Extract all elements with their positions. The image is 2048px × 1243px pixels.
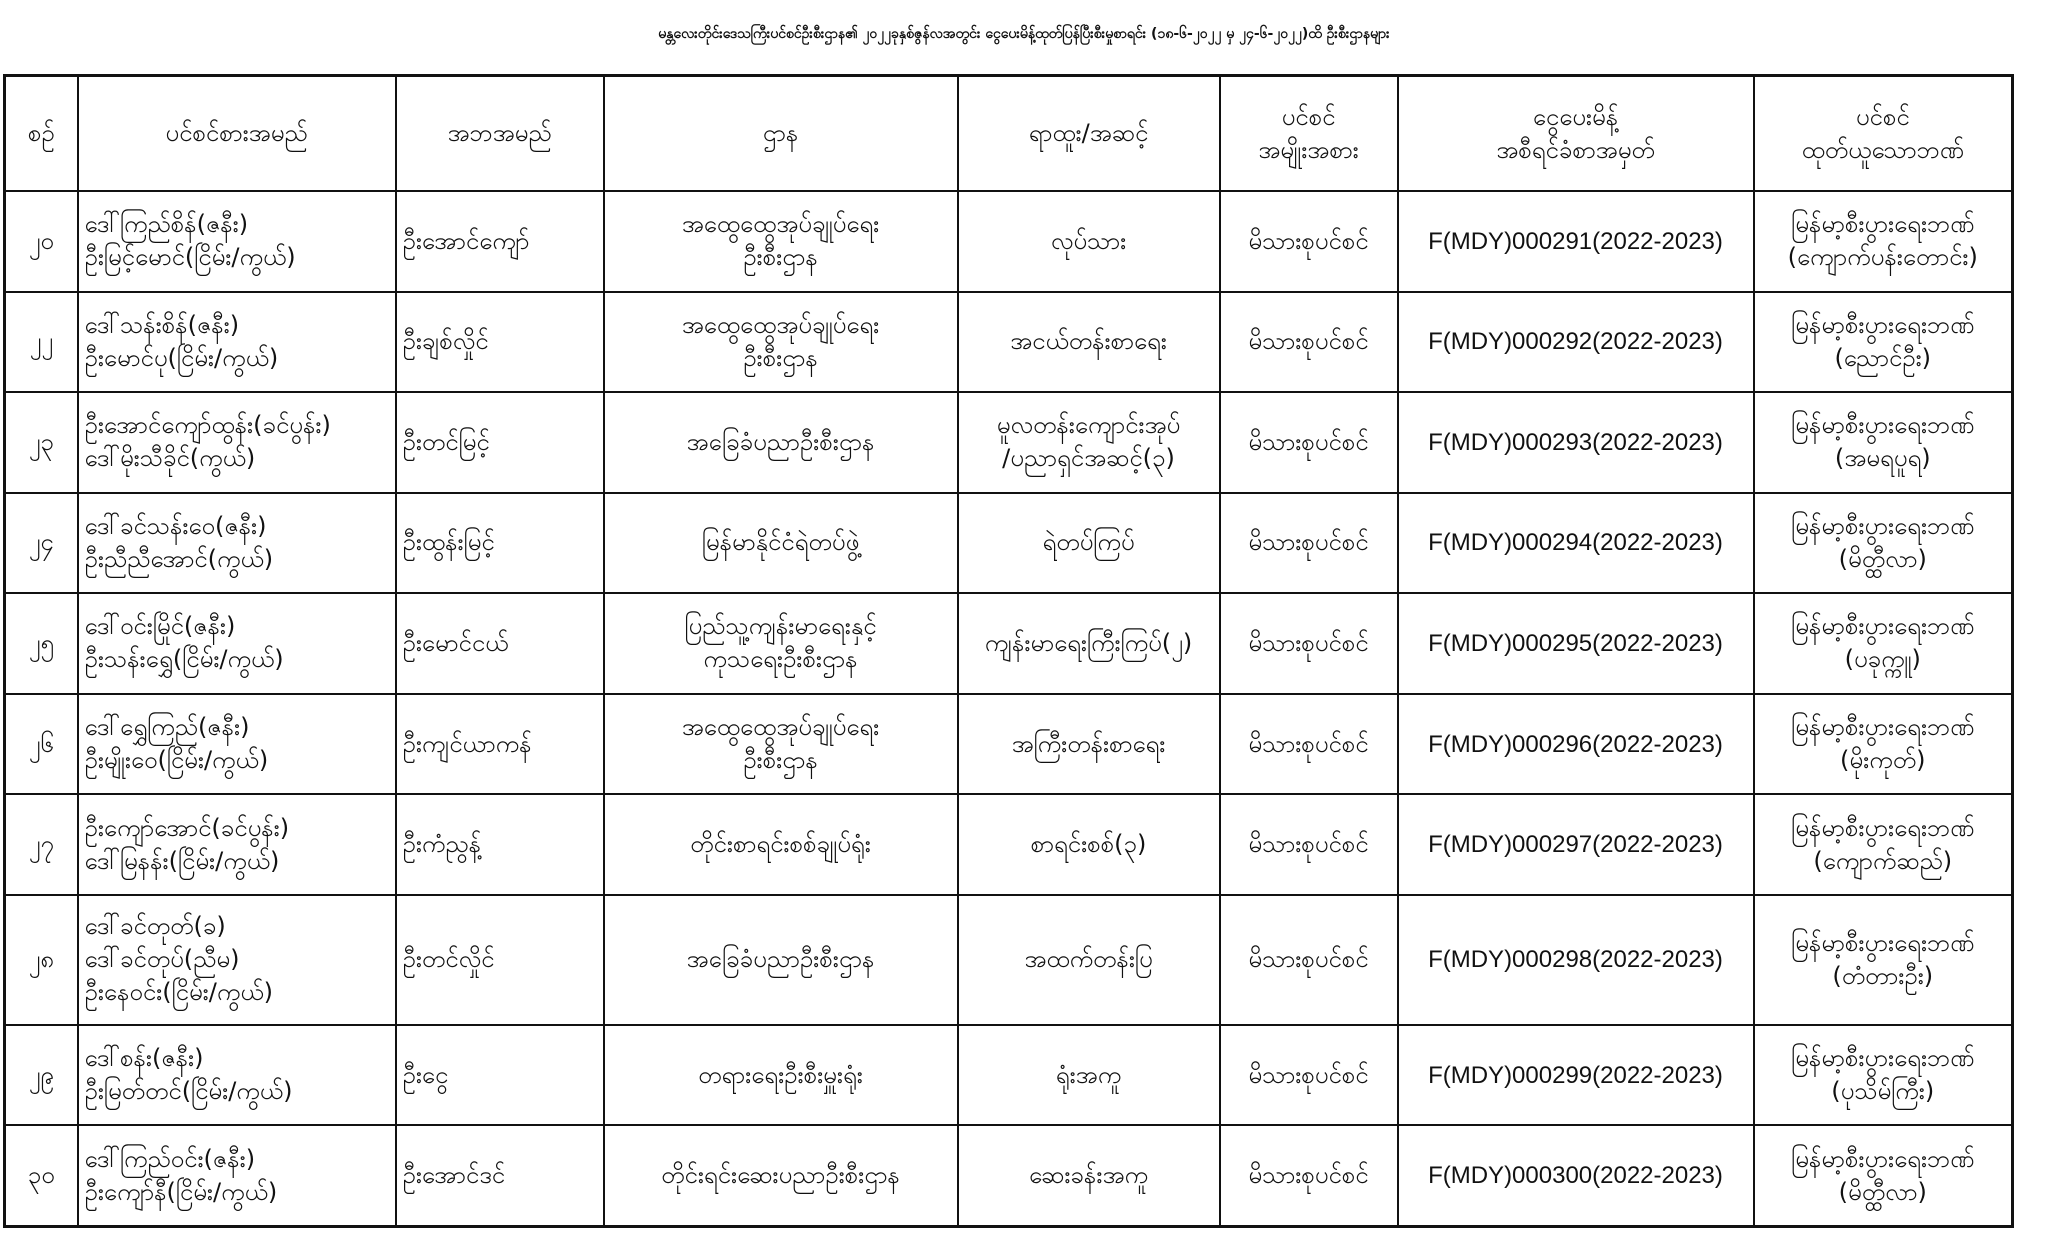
cell-type-value: မိသားစုပင်စင် bbox=[1248, 1161, 1369, 1190]
cell-name-line: ဒေါ်ရွှေကြည်(ဇနီး) bbox=[84, 713, 250, 741]
cell-type bbox=[1220, 392, 1398, 493]
cell-dept bbox=[604, 1025, 958, 1126]
cell-dept bbox=[604, 593, 958, 694]
cell-rank-line: /ပညာရှင်အဆင့်(၃) bbox=[1002, 444, 1175, 473]
header-row bbox=[5, 76, 2013, 192]
column-header-label: ရာထူး/အဆင့် bbox=[1028, 119, 1149, 147]
cell-acct-value: F(MDY)000293(2022-2023) bbox=[1428, 428, 1723, 456]
cell-type bbox=[1220, 794, 1398, 895]
cell-no-value: ၂၂ bbox=[29, 327, 54, 356]
cell-rank-line: မူလတန်းကျောင်းအုပ် bbox=[996, 411, 1181, 440]
cell-dept-line: တရားရေးဦးစီးမှူးရုံး bbox=[698, 1060, 863, 1089]
column-header-label: ပင်စင်စားအမည် bbox=[165, 119, 308, 147]
cell-father bbox=[396, 895, 604, 1025]
cell-no bbox=[5, 694, 78, 795]
cell-acct-value: F(MDY)000299(2022-2023) bbox=[1428, 1061, 1723, 1089]
cell-rank bbox=[958, 292, 1220, 393]
cell-acct bbox=[1398, 593, 1754, 694]
cell-rank bbox=[958, 191, 1220, 292]
cell-acct-value: F(MDY)000292(2022-2023) bbox=[1428, 328, 1723, 356]
cell-bank-line: (အမရပူရ) bbox=[1834, 444, 1931, 473]
cell-father bbox=[396, 392, 604, 493]
cell-dept-line: တိုင်းရင်းဆေးပညာဦးစီးဌာန bbox=[661, 1161, 900, 1190]
cell-bank bbox=[1754, 794, 2013, 895]
cell-no-value: ၃၀ bbox=[27, 1161, 55, 1190]
cell-acct-value: F(MDY)000300(2022-2023) bbox=[1428, 1162, 1723, 1190]
cell-father bbox=[396, 292, 604, 393]
cell-acct bbox=[1398, 493, 1754, 594]
column-header-rank bbox=[958, 76, 1220, 192]
cell-rank-line: စာရင်းစစ်(၃) bbox=[1030, 830, 1147, 859]
column-header-acct bbox=[1398, 76, 1754, 192]
cell-name-line: ဦးညီညီအောင်(ကွယ်) bbox=[84, 544, 274, 573]
cell-father-value: ဦးအောင်ကျော် bbox=[402, 226, 530, 255]
cell-bank-line: (ညောင်ဦး) bbox=[1834, 343, 1932, 372]
cell-father bbox=[396, 593, 604, 694]
column-header-dept bbox=[604, 76, 958, 192]
cell-dept-line: တိုင်းစာရင်းစစ်ချုပ်ရုံး bbox=[690, 830, 871, 859]
cell-no bbox=[5, 1125, 78, 1226]
cell-type bbox=[1220, 1125, 1398, 1226]
cell-acct-value: F(MDY)000297(2022-2023) bbox=[1428, 831, 1723, 859]
cell-dept bbox=[604, 895, 958, 1025]
cell-bank-line: မြန်မာ့စီးပွားရေးဘဏ် bbox=[1791, 1044, 1975, 1073]
table-row bbox=[5, 392, 2013, 493]
column-header-label: စဉ် bbox=[27, 119, 55, 147]
column-header-label: အမျိုးအစား bbox=[1258, 135, 1359, 164]
cell-dept bbox=[604, 1125, 958, 1226]
cell-no bbox=[5, 292, 78, 393]
cell-father bbox=[396, 694, 604, 795]
cell-father bbox=[396, 493, 604, 594]
cell-rank bbox=[958, 794, 1220, 895]
cell-bank-line: မြန်မာ့စီးပွားရေးဘဏ် bbox=[1791, 511, 1975, 540]
cell-name bbox=[78, 1125, 396, 1226]
cell-dept-line: အထွေထွေအုပ်ချုပ်ရေး bbox=[681, 210, 880, 239]
cell-no bbox=[5, 392, 78, 493]
cell-father bbox=[396, 1125, 604, 1226]
cell-acct bbox=[1398, 392, 1754, 493]
cell-type-value: မိသားစုပင်စင် bbox=[1248, 945, 1369, 974]
cell-rank-line: ရဲတပ်ကြပ် bbox=[1042, 528, 1135, 557]
cell-rank-line: လုပ်သား bbox=[1050, 226, 1127, 255]
column-header-name bbox=[78, 76, 396, 192]
cell-bank-line: (ကျောက်ဆည်) bbox=[1813, 846, 1953, 875]
cell-name-line: ဒေါ်ဝင်းမြိုင်(ဇနီး) bbox=[84, 612, 236, 641]
cell-rank bbox=[958, 1025, 1220, 1126]
cell-bank-line: (ကျောက်ပန်းတောင်း) bbox=[1787, 243, 1978, 272]
cell-no-value: ၂၅ bbox=[28, 628, 54, 657]
cell-name bbox=[78, 593, 396, 694]
cell-bank bbox=[1754, 593, 2013, 694]
cell-acct bbox=[1398, 794, 1754, 895]
cell-bank-line: (ပခုက္ကူ) bbox=[1844, 645, 1921, 674]
cell-name bbox=[78, 895, 396, 1025]
cell-name-line: ဒေါ်မိုးသီခိုင်(ကွယ်) bbox=[84, 444, 256, 473]
cell-acct-value: F(MDY)000298(2022-2023) bbox=[1428, 946, 1723, 974]
cell-type bbox=[1220, 493, 1398, 594]
cell-bank-line: (မိတ္ထီလာ) bbox=[1838, 1177, 1927, 1206]
cell-rank bbox=[958, 392, 1220, 493]
cell-rank bbox=[958, 895, 1220, 1025]
cell-no bbox=[5, 1025, 78, 1126]
cell-acct-value: F(MDY)000291(2022-2023) bbox=[1428, 227, 1723, 255]
cell-name-line: ဒေါ်ခင်သန်းဝေ(ဇနီး) bbox=[84, 511, 267, 540]
cell-rank-line: ဆေးခန်းအကူ bbox=[1029, 1161, 1148, 1190]
cell-name-line: ဦးမောင်ပု(ငြိမ်း/ကွယ်) bbox=[84, 343, 279, 372]
column-header-type bbox=[1220, 76, 1398, 192]
cell-no-value: ၂၉ bbox=[28, 1060, 54, 1089]
cell-no-value: ၂၈ bbox=[28, 945, 54, 974]
cell-dept-line: ဦးစီးဌာန bbox=[743, 243, 818, 272]
column-header-label: အစီရင်ခံစာအမှတ် bbox=[1496, 135, 1655, 164]
cell-bank bbox=[1754, 1125, 2013, 1226]
column-header-label: ထုတ်ယူသောဘဏ် bbox=[1801, 135, 1964, 164]
cell-acct bbox=[1398, 292, 1754, 393]
cell-dept bbox=[604, 292, 958, 393]
cell-father-value: ဦးမောင်ငယ် bbox=[402, 628, 509, 657]
table-row bbox=[5, 191, 2013, 292]
cell-no bbox=[5, 593, 78, 694]
cell-bank bbox=[1754, 493, 2013, 594]
cell-type-value: မိသားစုပင်စင် bbox=[1248, 628, 1369, 657]
cell-name-line: ဦးနေဝင်း(ငြိမ်း/ကွယ်) bbox=[84, 978, 273, 1007]
cell-no-value: ၂၇ bbox=[28, 830, 54, 859]
cell-dept-line: အထွေထွေအုပ်ချုပ်ရေး bbox=[681, 713, 880, 741]
cell-name bbox=[78, 694, 396, 795]
cell-no bbox=[5, 191, 78, 292]
cell-name-line: ဦးမျိုးဝေ(ငြိမ်း/ကွယ်) bbox=[84, 746, 269, 774]
column-header-label: ပင်စင် bbox=[1855, 102, 1910, 131]
cell-dept-line: မြန်မာနိုင်ငံရဲတပ်ဖွဲ့ bbox=[701, 528, 860, 557]
column-header-bank bbox=[1754, 76, 2013, 192]
cell-bank bbox=[1754, 1025, 2013, 1126]
cell-bank-line: (မိုးကုတ်) bbox=[1840, 746, 1926, 774]
cell-bank-line: မြန်မာ့စီးပွားရေးဘဏ် bbox=[1791, 928, 1975, 957]
cell-acct-value: F(MDY)000294(2022-2023) bbox=[1428, 529, 1723, 557]
cell-bank-line: (ပုသိမ်ကြီး) bbox=[1831, 1077, 1935, 1106]
cell-rank bbox=[958, 593, 1220, 694]
table-row bbox=[5, 292, 2013, 393]
cell-acct-value: F(MDY)000295(2022-2023) bbox=[1428, 629, 1723, 657]
cell-type-value: မိသားစုပင်စင် bbox=[1248, 1060, 1369, 1089]
cell-name-line: ဦးကျော်အောင်(ခင်ပွန်း) bbox=[84, 813, 290, 842]
cell-father-value: ဦးတင်လှိုင် bbox=[402, 945, 495, 974]
cell-type-value: မိသားစုပင်စင် bbox=[1248, 528, 1369, 557]
cell-name-line: ဒေါ်ကြည်စိန်(ဇနီး) bbox=[84, 210, 249, 239]
cell-dept-line: ကုသရေးဦးစီးဌာန bbox=[703, 645, 858, 674]
cell-no-value: ၂၆ bbox=[28, 729, 54, 758]
cell-no bbox=[5, 794, 78, 895]
cell-bank-line: မြန်မာ့စီးပွားရေးဘဏ် bbox=[1791, 310, 1975, 339]
cell-rank-line: အငယ်တန်းစာရေး bbox=[1010, 327, 1167, 356]
cell-bank-line: မြန်မာ့စီးပွားရေးဘဏ် bbox=[1791, 210, 1975, 239]
table-row bbox=[5, 694, 2013, 795]
cell-type-value: မိသားစုပင်စင် bbox=[1248, 729, 1369, 758]
cell-name-line: ဒေါ်ခင်တုပ်(ညီမ) bbox=[84, 945, 240, 974]
cell-bank bbox=[1754, 694, 2013, 795]
cell-dept bbox=[604, 694, 958, 795]
cell-bank bbox=[1754, 392, 2013, 493]
cell-father-value: ဦးချစ်လှိုင် bbox=[402, 327, 489, 356]
page-title: မန္တလေးတိုင်းဒေသကြီးပင်စင်ဦးစီးဌာန၏ ၂၀၂၂ခုနှစ်ဇွန်လအတွင်း ငွေပေးမိန့်ထုတ်ပြန်ပြီးစီးမှုစာရင်း (၁၈-၆-၂၀၂၂ မှ ၂၄-၆-၂၀၂၂)ထိ ဦးစီးဌာနများ bbox=[658, 26, 1390, 42]
cell-rank bbox=[958, 694, 1220, 795]
cell-name-line: ဦးသန်းရွှေ(ငြိမ်း/ကွယ်) bbox=[84, 645, 284, 674]
cell-rank-line: ရုံးအကူ bbox=[1055, 1060, 1122, 1089]
cell-father bbox=[396, 794, 604, 895]
pension-table bbox=[3, 74, 2014, 1228]
cell-type-value: မိသားစုပင်စင် bbox=[1248, 427, 1369, 456]
cell-father-value: ဦးကျင်ယာကန် bbox=[402, 729, 532, 758]
cell-dept-line: ဦးစီးဌာန bbox=[743, 746, 818, 774]
cell-bank bbox=[1754, 191, 2013, 292]
table-row bbox=[5, 1125, 2013, 1226]
cell-dept bbox=[604, 794, 958, 895]
cell-no-value: ၂၄ bbox=[28, 528, 54, 557]
cell-type bbox=[1220, 895, 1398, 1025]
cell-name-line: ဒေါ်ကြည်ဝင်း(ဇနီး) bbox=[84, 1144, 256, 1173]
cell-bank bbox=[1754, 895, 2013, 1025]
cell-type bbox=[1220, 694, 1398, 795]
cell-bank-line: မြန်မာ့စီးပွားရေးဘဏ် bbox=[1791, 813, 1975, 842]
cell-name-line: ဦးမြင့်မောင်(ငြိမ်း/ကွယ်) bbox=[84, 243, 296, 272]
cell-rank bbox=[958, 1125, 1220, 1226]
table-row bbox=[5, 593, 2013, 694]
cell-name-line: ဒေါ်စန်း(ဇနီး) bbox=[84, 1044, 204, 1073]
cell-dept-line: အခြေခံပညာဦးစီးဌာန bbox=[686, 945, 875, 974]
cell-bank-line: (တံတားဦး) bbox=[1832, 961, 1934, 990]
cell-name-line: ဒေါ်သန်းစိန်(ဇနီး) bbox=[84, 310, 240, 339]
cell-bank bbox=[1754, 292, 2013, 393]
cell-dept bbox=[604, 493, 958, 594]
cell-father-value: ဦးကံညွန့် bbox=[402, 830, 482, 859]
cell-type-value: မိသားစုပင်စင် bbox=[1248, 830, 1369, 859]
cell-dept-line: ဦးစီးဌာန bbox=[743, 343, 818, 372]
cell-father bbox=[396, 191, 604, 292]
cell-acct-value: F(MDY)000296(2022-2023) bbox=[1428, 730, 1723, 758]
table-row bbox=[5, 895, 2013, 1025]
cell-father-value: ဦးအောင်ဒင် bbox=[402, 1161, 506, 1190]
cell-dept-line: အထွေထွေအုပ်ချုပ်ရေး bbox=[681, 310, 880, 339]
column-header-father bbox=[396, 76, 604, 192]
cell-name bbox=[78, 392, 396, 493]
cell-dept-line: အခြေခံပညာဦးစီးဌာန bbox=[686, 427, 875, 456]
cell-no-value: ၂၃ bbox=[28, 427, 54, 456]
column-header-no bbox=[5, 76, 78, 192]
cell-rank bbox=[958, 493, 1220, 594]
cell-bank-line: မြန်မာ့စီးပွားရေးဘဏ် bbox=[1791, 1144, 1975, 1173]
cell-name bbox=[78, 493, 396, 594]
cell-name bbox=[78, 191, 396, 292]
cell-acct bbox=[1398, 1025, 1754, 1126]
table-row bbox=[5, 794, 2013, 895]
cell-acct bbox=[1398, 1125, 1754, 1226]
cell-type bbox=[1220, 191, 1398, 292]
cell-name-line: ဦးအောင်ကျော်ထွန်း(ခင်ပွန်း) bbox=[84, 411, 331, 440]
cell-type bbox=[1220, 1025, 1398, 1126]
cell-no-value: ၂၀ bbox=[28, 226, 54, 255]
cell-rank-line: အကြီးတန်းစာရေး bbox=[1011, 729, 1166, 758]
cell-no bbox=[5, 895, 78, 1025]
cell-acct bbox=[1398, 191, 1754, 292]
cell-name-line: ဒေါ်မြနန်း(ငြိမ်း/ကွယ်) bbox=[84, 846, 280, 875]
table-header bbox=[5, 76, 2013, 192]
cell-father-value: ဦးထွန်းမြင့် bbox=[402, 528, 495, 557]
cell-type-value: မိသားစုပင်စင် bbox=[1248, 327, 1369, 356]
column-header-label: ဌာန bbox=[762, 119, 799, 147]
cell-name-line: ဒေါ်ခင်တုတ်(ခ) bbox=[84, 912, 226, 941]
column-header-label: အဘအမည် bbox=[447, 119, 552, 147]
cell-type bbox=[1220, 593, 1398, 694]
cell-bank-line: မြန်မာ့စီးပွားရေးဘဏ် bbox=[1791, 713, 1975, 741]
cell-dept bbox=[604, 191, 958, 292]
cell-name bbox=[78, 292, 396, 393]
cell-bank-line: မြန်မာ့စီးပွားရေးဘဏ် bbox=[1791, 612, 1975, 641]
cell-no bbox=[5, 493, 78, 594]
table-row bbox=[5, 1025, 2013, 1126]
table-row bbox=[5, 493, 2013, 594]
cell-bank-line: မြန်မာ့စီးပွားရေးဘဏ် bbox=[1791, 411, 1975, 440]
cell-bank-line: (မိတ္ထီလာ) bbox=[1838, 544, 1927, 573]
column-header-label: ငွေပေးမိန့် bbox=[1532, 102, 1619, 131]
cell-name bbox=[78, 1025, 396, 1126]
cell-father-value: ဦးတင်မြင့် bbox=[402, 427, 490, 456]
cell-dept bbox=[604, 392, 958, 493]
cell-type-value: မိသားစုပင်စင် bbox=[1248, 226, 1369, 255]
cell-father bbox=[396, 1025, 604, 1126]
cell-rank-line: အထက်တန်းပြ bbox=[1024, 945, 1153, 974]
cell-acct bbox=[1398, 694, 1754, 795]
cell-acct bbox=[1398, 895, 1754, 1025]
column-header-label: ပင်စင် bbox=[1281, 102, 1336, 131]
table-body bbox=[5, 191, 2013, 1227]
cell-dept-line: ပြည်သူ့ကျန်းမာရေးနှင့် bbox=[684, 612, 877, 641]
cell-name-line: ဦးမြတ်တင်(ငြိမ်း/ကွယ်) bbox=[84, 1077, 293, 1106]
cell-rank-line: ကျန်းမာရေးကြီးကြပ်(၂) bbox=[984, 628, 1193, 657]
cell-name-line: ဦးကျော်နီ(ငြိမ်း/ကွယ်) bbox=[84, 1177, 278, 1206]
cell-name bbox=[78, 794, 396, 895]
cell-father-value: ဦးငွေ bbox=[402, 1060, 449, 1089]
cell-type bbox=[1220, 292, 1398, 393]
